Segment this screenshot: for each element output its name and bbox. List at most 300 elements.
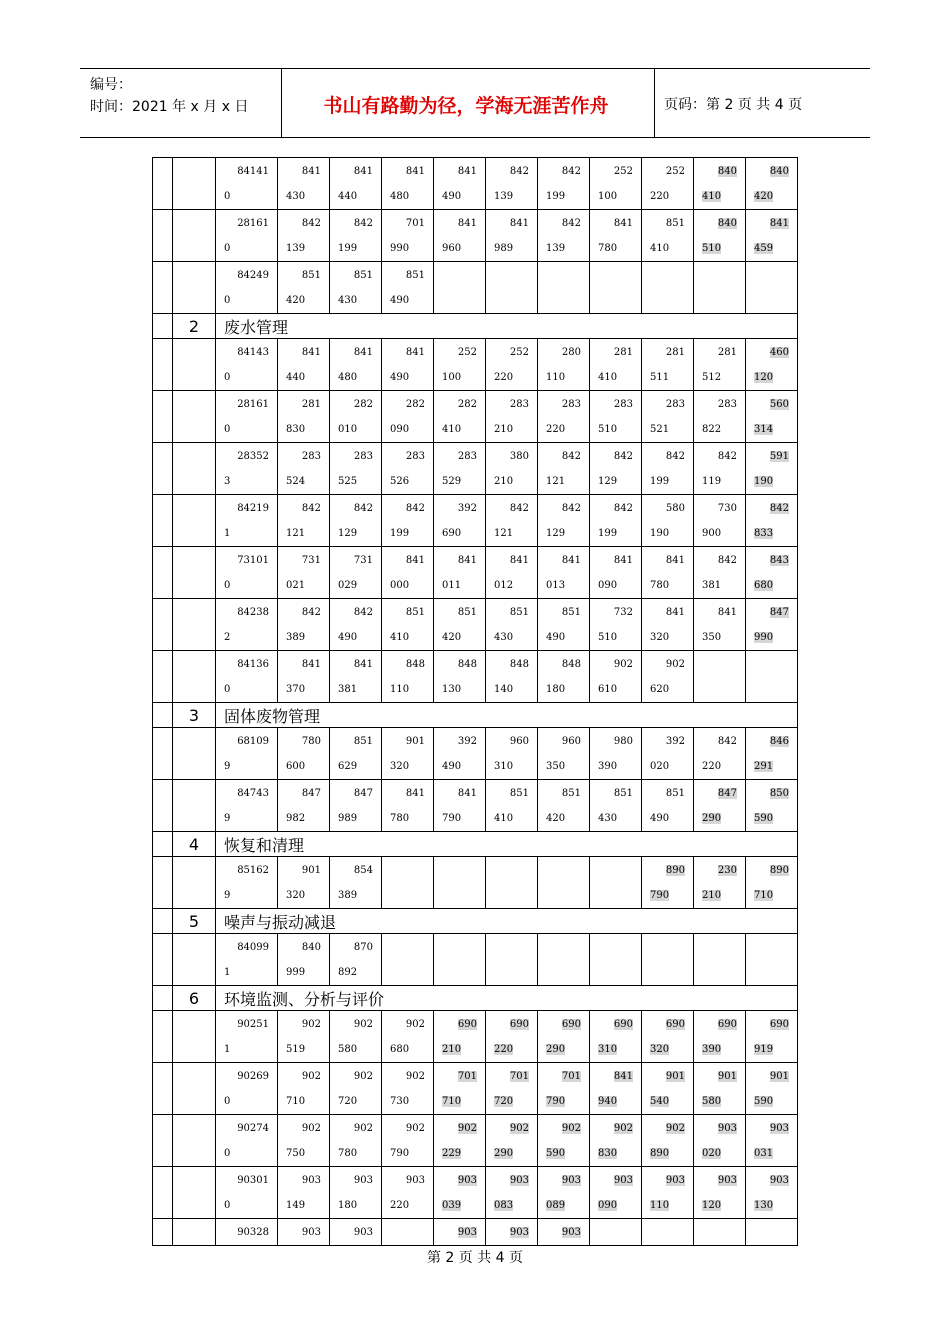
- code-bottom-text: 190: [754, 476, 774, 487]
- code-bottom-text: 490: [390, 295, 410, 306]
- code-top-text: 283: [509, 399, 529, 410]
- code-bottom-text: 180: [338, 1200, 358, 1211]
- code-top: [590, 1167, 641, 1193]
- code-cell: [694, 158, 746, 210]
- code-cell: [330, 495, 382, 547]
- code-top: [590, 599, 641, 625]
- code-top-text: 903: [457, 1227, 477, 1238]
- code-top: [590, 158, 641, 184]
- code-top: [538, 780, 589, 806]
- code-top-text: 842: [717, 736, 737, 747]
- code-cell: [590, 495, 642, 547]
- code-top: [434, 651, 485, 677]
- code-bottom-text: 830: [286, 424, 306, 435]
- code-bottom-text: 199: [546, 191, 566, 202]
- code-bottom: [330, 1193, 381, 1218]
- code-cell: [216, 1115, 278, 1167]
- code-bottom-text: 320: [286, 890, 306, 901]
- code-top-text: 90269: [237, 1071, 269, 1082]
- code-top: [538, 158, 589, 184]
- code-cell: [486, 210, 538, 262]
- code-bottom: [434, 1141, 485, 1166]
- code-cell: [330, 728, 382, 780]
- code-top: [642, 857, 693, 883]
- code-top: [434, 210, 485, 236]
- code-bottom: [382, 677, 433, 702]
- code-bottom: [216, 469, 277, 494]
- code-top: [642, 780, 693, 806]
- code-cell: [278, 728, 330, 780]
- code-bottom: [434, 754, 485, 779]
- code-cell: [642, 339, 694, 391]
- code-cell: [538, 1115, 590, 1167]
- code-bottom: [330, 960, 381, 985]
- code-bottom: [590, 573, 641, 598]
- code-top: [278, 262, 329, 288]
- code-top: [434, 1115, 485, 1141]
- blank-cell: [153, 391, 173, 443]
- code-top-text: 701: [561, 1071, 581, 1082]
- code-top: [538, 1011, 589, 1037]
- code-bottom-text: 0: [224, 580, 231, 591]
- code-top-text: 851: [509, 788, 529, 799]
- code-bottom: [538, 365, 589, 390]
- code-bottom: [746, 573, 797, 598]
- code-bottom: [486, 573, 537, 598]
- code-top-text: 841: [561, 555, 581, 566]
- header-date: 时间：2021 年 x 月 x 日: [90, 99, 249, 115]
- code-cell: [382, 728, 434, 780]
- code-top: [590, 728, 641, 754]
- code-top-text: 902: [405, 1071, 425, 1082]
- code-cell: [694, 547, 746, 599]
- code-top: [382, 1167, 433, 1193]
- code-cell: [382, 1063, 434, 1115]
- code-top-text: 392: [457, 503, 477, 514]
- code-bottom: [694, 236, 745, 261]
- code-top-text: 841: [405, 788, 425, 799]
- code-top-text: 560: [769, 399, 789, 410]
- code-top-text: 68109: [237, 736, 269, 747]
- code-bottom: [642, 806, 693, 831]
- code-top-text: 841: [457, 555, 477, 566]
- code-cell: [694, 339, 746, 391]
- code-bottom-text: 459: [754, 243, 774, 254]
- code-top: [330, 210, 381, 236]
- code-bottom-text: 1: [224, 967, 231, 978]
- code-cell: [746, 780, 798, 832]
- code-cell: [694, 780, 746, 832]
- code-cell: [278, 443, 330, 495]
- code-top-text: 903: [301, 1227, 321, 1238]
- code-bottom: [382, 573, 433, 598]
- code-top: [642, 210, 693, 236]
- empty-cell: [746, 1219, 798, 1246]
- code-top: [486, 1115, 537, 1141]
- code-top: [538, 651, 589, 677]
- code-top-text: 851: [405, 607, 425, 618]
- code-cell: [694, 391, 746, 443]
- code-top-text: 847: [353, 788, 373, 799]
- code-bottom-text: 090: [598, 1200, 618, 1211]
- code-row: [153, 391, 798, 443]
- code-top: [486, 443, 537, 469]
- code-bottom: [538, 806, 589, 831]
- code-cell: [278, 158, 330, 210]
- code-top: [746, 728, 797, 754]
- code-bottom: [330, 288, 381, 313]
- code-bottom-text: 822: [702, 424, 722, 435]
- code-top: [434, 599, 485, 625]
- empty-cell: [434, 857, 486, 909]
- code-bottom: [434, 677, 485, 702]
- code-top: [278, 391, 329, 417]
- code-top: [278, 495, 329, 521]
- blank-cell: [153, 1167, 173, 1219]
- code-top-text: 580: [665, 503, 685, 514]
- code-top: [216, 339, 277, 365]
- code-top-text: 842: [665, 451, 685, 462]
- section-row: [153, 314, 798, 339]
- code-top-text: 701: [457, 1071, 477, 1082]
- code-bottom: [694, 184, 745, 209]
- code-top-text: 843: [769, 555, 789, 566]
- code-bottom: [486, 1037, 537, 1062]
- code-bottom-text: 139: [494, 191, 514, 202]
- code-top: [746, 443, 797, 469]
- code-bottom: [278, 1037, 329, 1062]
- code-top: [486, 210, 537, 236]
- code-cell: [590, 1063, 642, 1115]
- code-top-text: 252: [457, 347, 477, 358]
- code-bottom: [278, 288, 329, 313]
- code-cell: [486, 443, 538, 495]
- blank-cell: [153, 651, 173, 703]
- code-top: [486, 1063, 537, 1089]
- code-top: [278, 210, 329, 236]
- code-bottom-text: 410: [494, 813, 514, 824]
- code-bottom-text: 389: [338, 890, 358, 901]
- code-cell: [434, 1219, 486, 1246]
- code-top-text: 840: [717, 166, 737, 177]
- code-cell: [694, 1115, 746, 1167]
- code-bottom-text: 011: [442, 580, 462, 591]
- code-bottom-text: 220: [650, 191, 670, 202]
- code-top: [216, 1115, 277, 1141]
- code-bottom: [278, 1089, 329, 1114]
- code-bottom: [694, 1037, 745, 1062]
- code-bottom-text: 989: [338, 813, 358, 824]
- code-top: [746, 1011, 797, 1037]
- code-cell: [330, 599, 382, 651]
- code-cell: [434, 1063, 486, 1115]
- code-bottom: [278, 417, 329, 442]
- header-meta: [90, 74, 248, 118]
- code-bottom: [642, 521, 693, 546]
- code-bottom-text: 900: [702, 528, 722, 539]
- code-bottom: [216, 1193, 277, 1218]
- code-cell: [746, 391, 798, 443]
- code-top-text: 841: [457, 788, 477, 799]
- blank-cell: [153, 909, 173, 934]
- code-top: [434, 158, 485, 184]
- code-top: [216, 651, 277, 677]
- code-bottom: [486, 184, 537, 209]
- code-cell: [642, 158, 694, 210]
- code-top: [278, 728, 329, 754]
- blank-cell: [173, 1167, 216, 1219]
- code-top: [746, 339, 797, 365]
- code-bottom-text: 720: [338, 1096, 358, 1107]
- section-number: 2: [173, 314, 216, 339]
- code-top-text: 842: [509, 166, 529, 177]
- code-cell: [642, 857, 694, 909]
- code-bottom: [642, 1089, 693, 1114]
- code-cell: [642, 728, 694, 780]
- code-top-text: 283: [613, 399, 633, 410]
- code-cell: [330, 1219, 382, 1246]
- code-cell: [330, 1167, 382, 1219]
- code-bottom-text: 220: [702, 761, 722, 772]
- blank-cell: [153, 599, 173, 651]
- code-bottom: [538, 625, 589, 650]
- code-bottom: [216, 960, 277, 985]
- code-bottom: [434, 1037, 485, 1062]
- code-top: [538, 339, 589, 365]
- code-bottom: [694, 573, 745, 598]
- code-bottom-text: 139: [286, 243, 306, 254]
- code-bottom-text: 990: [754, 632, 774, 643]
- code-top: [278, 1011, 329, 1037]
- code-bottom: [216, 625, 277, 650]
- code-bottom: [486, 365, 537, 390]
- code-bottom: [642, 184, 693, 209]
- code-top-text: 690: [613, 1019, 633, 1030]
- code-cell: [278, 339, 330, 391]
- code-top-text: 840: [769, 166, 789, 177]
- code-bottom: [538, 184, 589, 209]
- empty-cell: [434, 934, 486, 986]
- code-top-text: 230: [717, 865, 737, 876]
- code-top-text: 903: [301, 1175, 321, 1186]
- code-top-text: 903: [717, 1123, 737, 1134]
- code-bottom-text: 140: [494, 684, 514, 695]
- page-footer: 第 2 页 共 4 页: [426, 1250, 524, 1266]
- code-cell: [330, 934, 382, 986]
- code-bottom-text: 830: [598, 1148, 618, 1159]
- code-cell: [216, 391, 278, 443]
- blank-cell: [153, 495, 173, 547]
- code-top-text: 252: [613, 166, 633, 177]
- code-cell: [538, 599, 590, 651]
- code-bottom: [330, 184, 381, 209]
- code-cell: [486, 1167, 538, 1219]
- code-bottom: [382, 1089, 433, 1114]
- code-top: [538, 728, 589, 754]
- blank-cell: [173, 443, 216, 495]
- blank-cell: [153, 1219, 173, 1246]
- code-row: [153, 443, 798, 495]
- code-bottom-text: 480: [338, 372, 358, 383]
- code-top-text: 84743: [237, 788, 269, 799]
- code-row: [153, 210, 798, 262]
- code-top-text: 851: [509, 607, 529, 618]
- code-bottom: [278, 469, 329, 494]
- code-top: [590, 780, 641, 806]
- section-title: 废水管理: [216, 314, 798, 339]
- code-bottom: [746, 1037, 797, 1062]
- code-bottom-text: 199: [390, 528, 410, 539]
- code-cell: [746, 339, 798, 391]
- code-bottom-text: 420: [546, 813, 566, 824]
- code-bottom: [330, 365, 381, 390]
- code-top: [486, 495, 537, 521]
- code-bottom: [382, 288, 433, 313]
- code-bottom-text: 512: [702, 372, 722, 383]
- code-bottom-text: 526: [390, 476, 410, 487]
- code-top-text: 392: [457, 736, 477, 747]
- code-top: [590, 339, 641, 365]
- empty-cell: [694, 934, 746, 986]
- code-bottom-text: 110: [546, 372, 566, 383]
- code-bottom-text: 620: [650, 684, 670, 695]
- code-cell: [216, 780, 278, 832]
- code-top: [746, 210, 797, 236]
- code-bottom-text: 290: [494, 1148, 514, 1159]
- code-top: [538, 547, 589, 573]
- code-top: [642, 443, 693, 469]
- code-bottom: [486, 236, 537, 261]
- code-top-text: 902: [405, 1123, 425, 1134]
- code-cell: [278, 210, 330, 262]
- code-top-text: 903: [457, 1175, 477, 1186]
- code-top: [694, 1167, 745, 1193]
- code-cell: [694, 1011, 746, 1063]
- code-bottom: [642, 677, 693, 702]
- code-top-text: 90274: [237, 1123, 269, 1134]
- code-bottom-text: 710: [442, 1096, 462, 1107]
- code-bottom-text: 229: [442, 1148, 462, 1159]
- blank-cell: [173, 1011, 216, 1063]
- code-top-text: 851: [561, 788, 581, 799]
- code-cell: [278, 1167, 330, 1219]
- code-top-text: 854: [353, 865, 373, 876]
- code-top: [278, 158, 329, 184]
- code-cell: [382, 1011, 434, 1063]
- code-bottom-text: 220: [494, 1044, 514, 1055]
- code-bottom: [382, 365, 433, 390]
- code-cell: [642, 443, 694, 495]
- code-top: [382, 599, 433, 625]
- code-bottom-text: 121: [546, 476, 566, 487]
- code-top-text: 903: [509, 1175, 529, 1186]
- code-bottom-text: 790: [390, 1148, 410, 1159]
- code-top-text: 282: [457, 399, 477, 410]
- code-bottom: [486, 1141, 537, 1166]
- section-title: 噪声与振动减退: [216, 909, 798, 934]
- code-cell: [642, 495, 694, 547]
- code-bottom: [278, 1141, 329, 1166]
- code-bottom-text: 199: [650, 476, 670, 487]
- code-top-text: 842: [353, 218, 373, 229]
- code-bottom: [746, 1089, 797, 1114]
- code-bottom-text: 420: [754, 191, 774, 202]
- code-bottom-text: 720: [494, 1096, 514, 1107]
- code-bottom-text: 0: [224, 1096, 231, 1107]
- code-top-text: 841: [769, 218, 789, 229]
- code-cell: [278, 391, 330, 443]
- blank-cell: [173, 1063, 216, 1115]
- code-top: [330, 934, 381, 960]
- code-row: [153, 1167, 798, 1219]
- code-bottom: [538, 573, 589, 598]
- code-top-text: 902: [353, 1019, 373, 1030]
- code-top-text: 841: [457, 166, 477, 177]
- code-top: [486, 599, 537, 625]
- code-cell: [590, 547, 642, 599]
- code-top-text: 960: [509, 736, 529, 747]
- code-bottom-text: 220: [494, 372, 514, 383]
- code-top: [382, 443, 433, 469]
- code-top-text: 73101: [237, 555, 269, 566]
- code-cell: [216, 599, 278, 651]
- code-cell: [434, 391, 486, 443]
- code-cell: [590, 780, 642, 832]
- code-cell: [746, 495, 798, 547]
- code-row: [153, 728, 798, 780]
- code-top: [642, 1063, 693, 1089]
- code-row: [153, 780, 798, 832]
- code-bottom: [434, 1089, 485, 1114]
- code-cell: [590, 391, 642, 443]
- empty-cell: [486, 934, 538, 986]
- code-bottom-text: 290: [702, 813, 722, 824]
- code-top: [278, 934, 329, 960]
- code-top: [746, 1167, 797, 1193]
- code-bottom: [216, 883, 277, 908]
- page-header: [80, 68, 870, 138]
- code-top-text: 903: [561, 1175, 581, 1186]
- code-cell: [216, 1219, 278, 1246]
- code-top-text: 283: [665, 399, 685, 410]
- code-top-text: 851: [613, 788, 633, 799]
- code-bottom-text: 020: [650, 761, 670, 772]
- code-bottom: [278, 625, 329, 650]
- code-bottom-text: 490: [338, 632, 358, 643]
- code-bottom-text: 420: [286, 295, 306, 306]
- code-top: [216, 1167, 277, 1193]
- code-top-text: 903: [353, 1175, 373, 1186]
- code-top: [746, 599, 797, 625]
- code-cell: [330, 391, 382, 443]
- blank-cell: [173, 391, 216, 443]
- code-top-text: 841: [613, 218, 633, 229]
- code-top-text: 842: [613, 451, 633, 462]
- code-top-text: 283: [301, 451, 321, 462]
- code-top-text: 847: [717, 788, 737, 799]
- code-bottom: [278, 960, 329, 985]
- code-cell: [216, 262, 278, 314]
- code-top: [694, 1063, 745, 1089]
- code-top: [694, 728, 745, 754]
- code-top-text: 841: [509, 218, 529, 229]
- code-top: [590, 443, 641, 469]
- empty-cell: [694, 1219, 746, 1246]
- code-bottom-text: 129: [338, 528, 358, 539]
- code-bottom-text: 833: [754, 528, 774, 539]
- code-top-text: 902: [301, 1071, 321, 1082]
- code-cell: [746, 547, 798, 599]
